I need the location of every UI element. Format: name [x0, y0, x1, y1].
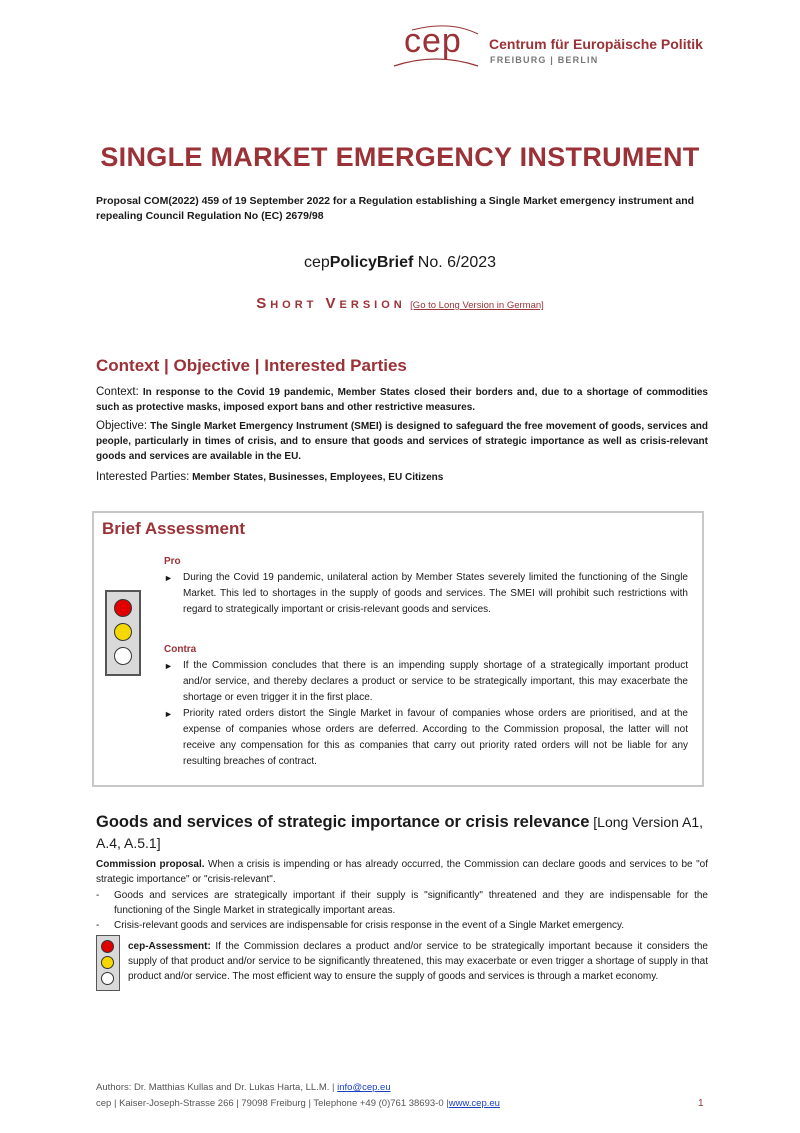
green-light-off — [101, 972, 114, 985]
footer-authors — [96, 1082, 391, 1093]
cep-logo: cep — [404, 22, 462, 60]
red-light — [114, 599, 132, 617]
pro-item — [164, 570, 688, 618]
contra-label: Contra — [164, 644, 197, 655]
arrow-icon: ► — [164, 709, 173, 719]
dash-list-item — [96, 918, 708, 933]
contra-item-text: If the Commission concludes that there is an impending supply shortage of a strategically important product and/or service, and thereby declares a product or service to be strategically important, this may exacerbate the shortage or even trigger it in the first place. — [183, 660, 688, 703]
page-number: 1 — [698, 1098, 704, 1109]
traffic-light-icon — [105, 590, 141, 676]
arrow-icon: ► — [164, 573, 173, 583]
context-text: In response to the Covid 19 pandemic, Member States closed their borders and, due to a shortage of commodities such as protective masks, imposed export bans and other restrictive measures. — [96, 387, 708, 413]
document-subtitle: Proposal COM(2022) 459 of 19 September 2022 for a Regulation establishing a Single Market emergency instrument and repealing Council Regulation No (EC) 2679/98 — [96, 195, 695, 222]
proposal-label: Commission proposal. — [96, 859, 205, 870]
contra-item — [164, 706, 688, 770]
goods-heading — [96, 812, 708, 854]
goods-heading-text: Goods and services of strategic importance or crisis relevance — [96, 813, 590, 831]
objective-paragraph — [96, 419, 708, 464]
email-link[interactable]: info@cep.eu — [337, 1082, 391, 1093]
green-light-off — [114, 647, 132, 665]
pro-label: Pro — [164, 556, 181, 567]
contra-item-text: Priority rated orders distort the Single Market in favour of companies whose orders are prioritised, and at the expense of companies whose orders are deferred. According to the Commission proposal, the latter will not receive any compensation for this as companies that carry out priority rated orders will not be liable for any resulting breaches of contract. — [183, 708, 688, 767]
dash-list-item — [96, 888, 708, 918]
brief-prefix: cep — [303, 254, 330, 271]
goods-heading-ref: [Long Version A1, A.4, A.5.1] — [96, 814, 704, 851]
parties-label: Interested Parties: — [96, 471, 190, 483]
yellow-light — [101, 956, 114, 969]
long-version-link[interactable]: [Go to Long Version in German] — [410, 300, 544, 311]
context-paragraph — [96, 385, 708, 415]
brief-assessment-heading: Brief Assessment — [102, 519, 245, 538]
proposal-text: When a crisis is impending or has already occurred, the Commission can declare goods and services to be "of strategic importance" or "crisis-relevant". — [96, 859, 708, 885]
dash-item-text: Crisis-relevant goods and services are indispensable for crisis response in the event of a Single Market emergency. — [114, 920, 625, 931]
address-text: cep | Kaiser-Joseph-Strasse 266 | 79098 Freiburg | Telephone +49 (0)761 38693-0 | — [96, 1098, 449, 1109]
arrow-icon: ► — [164, 661, 173, 671]
cep-assessment-paragraph — [128, 939, 708, 984]
proposal-paragraph — [96, 857, 708, 887]
context-label: Context: — [96, 386, 139, 398]
objective-text: The Single Market Emergency Instrument (SMEI) is designed to safeguard the free movement of goods, services and people, particularly in times of crisis, and to ensure that goods and services of strategic importance as well as crisis-relevant goods and services are available in the EU. — [96, 421, 708, 462]
yellow-light — [114, 623, 132, 641]
cep-assessment-text: If the Commission declares a product and/or service to be strategically important because it considers the supply of that product and/or service to be significantly threatened, this may exacerbate or even trigger a shortage of supply in that product and/or service. The most efficient way to ensure the supply of goods and services is through a market economy. — [128, 941, 708, 982]
parties-text: Member States, Businesses, Employees, EU Citizens — [189, 472, 444, 483]
pro-item-text: During the Covid 19 pandemic, unilateral action by Member States severely limited the functioning of the Single Market. This led to shortages in the supply of goods and services. The SMEI will prohibit such restrictions with regard to strategically important or crisis-relevant goods and services. — [183, 572, 688, 615]
cep-assessment-label: cep-Assessment: — [128, 941, 211, 952]
org-name: Centrum für Europäische Politik — [489, 36, 703, 52]
footer-address — [96, 1098, 500, 1109]
parties-paragraph — [96, 470, 708, 485]
brief-suffix: No. 6/2023 — [413, 254, 497, 271]
context-heading: Context | Objective | Interested Parties — [96, 356, 407, 375]
brief-bold: PolicyBrief — [329, 254, 414, 271]
dash-marker: - — [96, 920, 100, 931]
page-title: SINGLE MARKET EMERGENCY INSTRUMENT — [100, 142, 700, 172]
small-traffic-light-icon — [96, 935, 120, 991]
website-link[interactable]: www.cep.eu — [448, 1098, 500, 1109]
dash-item-text: Goods and services are strategically important if their supply is "significantly" threatened and they are indispensable for the functioning of the Single Market in strategically important areas. — [114, 890, 708, 916]
short-version-label: Short Version — [256, 295, 406, 312]
org-city: FREIBURG | BERLIN — [490, 55, 599, 65]
objective-label: Objective: — [96, 420, 148, 432]
policy-brief-number — [0, 254, 800, 272]
short-version-line — [0, 295, 800, 313]
authors-text: Authors: Dr. Matthias Kullas and Dr. Lukas Harta, LL.M. | — [96, 1082, 338, 1093]
dash-marker: - — [96, 890, 100, 901]
red-light — [101, 940, 114, 953]
contra-item — [164, 658, 688, 706]
